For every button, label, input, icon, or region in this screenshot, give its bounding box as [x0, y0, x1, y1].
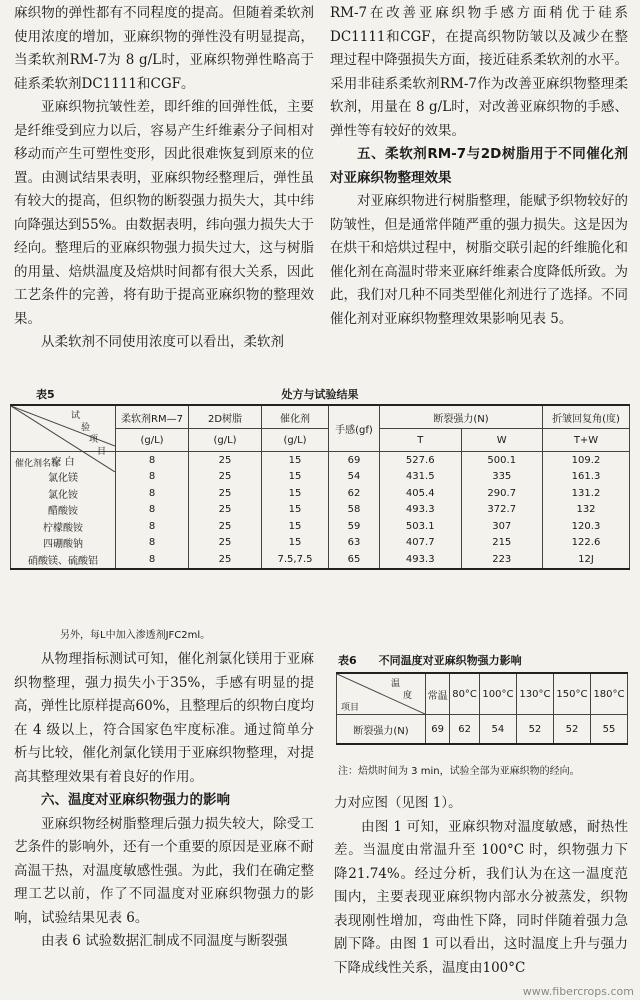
- cell: 122.6: [543, 535, 630, 552]
- cell-catalyst-name: 硝酸镁、硫酸铝: [11, 551, 116, 569]
- header-temp: 130°C: [516, 673, 553, 715]
- diag-label: 项: [89, 435, 99, 445]
- cell: 54: [479, 715, 516, 745]
- table6-note: 注：焙烘时间为 3 min，试验全部为亚麻织物的经向。: [338, 766, 580, 777]
- cell: 15: [262, 502, 329, 519]
- table-row: [11, 518, 630, 535]
- row-label: 断裂强力(N): [337, 715, 426, 745]
- cell: 500.1: [461, 452, 543, 469]
- section-heading: 六、温度对亚麻织物强力的影响: [41, 792, 230, 808]
- table6: [336, 672, 628, 745]
- text-column-bottom-left: [14, 648, 314, 954]
- paragraph: 从柔软剂不同使用浓度可以看出，柔软剂: [41, 334, 284, 350]
- cell-catalyst-name: 氯化铵: [11, 485, 116, 502]
- cell: 62: [450, 715, 480, 745]
- header-handle: 手感(gf): [329, 405, 380, 452]
- cell-catalyst-name: 四硼酸钠: [11, 535, 116, 552]
- cell: 120.3: [543, 518, 630, 535]
- cell: 8: [116, 518, 189, 535]
- header-tw: T+W: [543, 429, 630, 452]
- table5-note: 另外，每L中加入渗透剂JFC2ml。: [60, 630, 211, 641]
- cell: 405.4: [380, 485, 462, 502]
- header-temp: 常温: [426, 673, 450, 715]
- cell: 527.6: [380, 452, 462, 469]
- cell: 431.5: [380, 469, 462, 486]
- cell: 15: [262, 535, 329, 552]
- cell-catalyst-name: 氯化镁: [11, 469, 116, 486]
- paragraph: 亚麻织物抗皱性差，即纤维的回弹性低，主要是纤维受到应力以后，容易产生纤维素分子间相对移动而产生可塑性变形，因此很难恢复到原来的位置。由测试结果表明，亚麻织物经整理后，弹性虽有较大的提高，但织物的断裂强力损失大，其中纬向降强达到55%。由数据表明，纬向强力损失大于经向。整理后的亚麻织物强力损失过大，这与树脂的用量、焙烘温度及焙烘时间都有很大关系，因此工艺条件的完善，将有助于提高亚麻织物的整理效果。: [14, 99, 315, 327]
- cell: 15: [262, 469, 329, 486]
- cell: 503.1: [380, 518, 462, 535]
- paragraph: 由表 6 试验数据汇制成不同温度与断裂强: [41, 933, 288, 949]
- cell: 25: [189, 518, 262, 535]
- paragraph: 亚麻织物经树脂整理后强力损失较大，除受工艺条件的影响外，还有一个重要的原因是亚麻不耐高温干热，对温度敏感性强。为此，我们在确定整理工艺以前，作了不同温度对亚麻织物强力的影响，试验结果见表 6。: [14, 815, 314, 926]
- header-unit: (g/L): [262, 429, 329, 452]
- cell: 335: [461, 469, 543, 486]
- table5-label: 表5: [36, 388, 55, 401]
- cell: 25: [189, 469, 262, 486]
- header-resin: 2D树脂: [189, 405, 262, 429]
- cell: 25: [189, 535, 262, 552]
- header-temp: 180°C: [590, 673, 627, 715]
- cell: 7.5,7.5: [262, 551, 329, 569]
- cell: 8: [116, 502, 189, 519]
- cell: 223: [461, 551, 543, 569]
- table6-diagonal-header: [337, 673, 426, 715]
- cell: 59: [329, 518, 380, 535]
- header-catalyst: 催化剂: [262, 405, 329, 429]
- cell: 15: [262, 485, 329, 502]
- table-row: [11, 535, 630, 552]
- section-heading: 五、柔软剂RM-7与2D树脂用于不同催化剂对亚麻织物整理效果: [330, 146, 628, 186]
- watermark-text: www.fibercrops.com: [522, 985, 634, 998]
- header-w: W: [461, 429, 543, 452]
- diag-label: 验: [81, 423, 91, 433]
- cell: 307: [461, 518, 543, 535]
- diag-label: 目: [97, 447, 107, 457]
- paragraph: RM-7在改善亚麻织物手感方面稍优于硅系DC1111和CGF，在提高织物防皱以及减少在整理过程中降强损失方面，接近硅系柔软剂的水平。采用非硅系柔软剂RM-7作为改善亚麻织物整理柔软剂，用量在 8 g/L时，对改善亚麻织物的手感、弹性等有较好的效果。: [330, 5, 628, 139]
- cell: 69: [329, 452, 380, 469]
- cell: 65: [329, 551, 380, 569]
- cell: 493.3: [380, 502, 462, 519]
- cell: 55: [590, 715, 627, 745]
- cell-catalyst-name: 醋酸铵: [11, 502, 116, 519]
- table5-caption: [10, 384, 630, 404]
- paragraph: 力对应图（见图 1）。: [334, 795, 462, 811]
- cell: 8: [116, 469, 189, 486]
- header-t: T: [380, 429, 462, 452]
- diag-label: 试: [71, 411, 81, 421]
- table-row: [11, 485, 630, 502]
- cell: 8: [116, 535, 189, 552]
- header-unit: (g/L): [189, 429, 262, 452]
- cell: 63: [329, 535, 380, 552]
- header-temp: 100°C: [479, 673, 516, 715]
- cell-catalyst-name: 柠檬酸铵: [11, 518, 116, 535]
- paragraph: 由图 1 可知，亚麻织物对温度敏感，耐热性差。当温度由常温升至 100°C 时，织物强力下降21.74%。经过分析，我们认为在这一温度范围内，主要表现亚麻织物内部水分被蒸发，织物表现刚性增加，弯曲性下降，同时伴随着强力急剧下降。由图 1 可以看出，这时温度上升与强力下降成线性关系，温度由100°C: [334, 818, 628, 976]
- table-row: [11, 551, 630, 569]
- cell: 161.3: [543, 469, 630, 486]
- cell: 62: [329, 485, 380, 502]
- header-break-strength: 断裂强力(N): [380, 405, 543, 429]
- paragraph: 从物理指标测试可知，催化剂氯化镁用于亚麻织物整理，强力损失小于35%，手感有明显的提高，弹性比原样提高60%，且整理后的织物白度均在 4 级以上，符合国家色牢度标准。通过简单分析与比较，催化剂氯化镁用于亚麻织物整理，对提高其整理效果有着良好的作用。: [14, 651, 315, 785]
- cell: 54: [329, 469, 380, 486]
- cell: 132: [543, 502, 630, 519]
- cell: 52: [516, 715, 553, 745]
- cell: 15: [262, 518, 329, 535]
- cell: 52: [553, 715, 590, 745]
- paragraph: 麻织物的弹性都有不同程度的提高。但随着柔软剂使用浓度的增加，亚麻织物的弹性没有明显提高，当柔软剂RM-7为 8 g/L时，亚麻织物弹性略高于硅系柔软剂DC1111和CGF。: [14, 5, 314, 92]
- cell: 25: [189, 485, 262, 502]
- cell: 12J: [543, 551, 630, 569]
- cell: 15: [262, 452, 329, 469]
- cell: 25: [189, 551, 262, 569]
- cell: 25: [189, 452, 262, 469]
- cell: 8: [116, 485, 189, 502]
- header-crease-angle: 折皱回复角(度): [543, 405, 630, 429]
- table5-title: 处方与试验结果: [281, 388, 359, 401]
- cell: 8: [116, 551, 189, 569]
- cell: 8: [116, 452, 189, 469]
- cell-catalyst-name: 空 白: [11, 452, 116, 469]
- table-row: [337, 715, 628, 745]
- cell: 25: [189, 502, 262, 519]
- cell: 372.7: [461, 502, 543, 519]
- cell: 290.7: [461, 485, 543, 502]
- text-column-bottom-right: [334, 792, 628, 980]
- text-column-top-left: [14, 2, 314, 355]
- cell: 69: [426, 715, 450, 745]
- header-softener: 柔软剂RM—7: [116, 405, 189, 429]
- cell: 493.3: [380, 551, 462, 569]
- cell: 58: [329, 502, 380, 519]
- paragraph: 对亚麻织物进行树脂整理，能赋予织物较好的防皱性，但是通常伴随严重的强力损失。这是因为在烘干和焙烘过程中，树脂交联引起的纤维脆化和催化剂在高温时带来亚麻纤维素合度降低所致。为此，我们对几种不同类型催化剂进行了选择。不同催化剂对亚麻织物整理效果影响见表 5。: [330, 193, 628, 327]
- header-temp: 150°C: [553, 673, 590, 715]
- text-column-top-right: [330, 2, 628, 331]
- table5: [10, 404, 630, 570]
- header-unit: (g/L): [116, 429, 189, 452]
- diag-label: 催化剂名称: [15, 459, 61, 469]
- cell: 407.7: [380, 535, 462, 552]
- diag-label: 项目: [341, 703, 360, 713]
- diag-label: 温: [391, 679, 401, 689]
- cell: 109.2: [543, 452, 630, 469]
- diag-label: 度: [403, 691, 413, 701]
- table-row: [11, 502, 630, 519]
- cell: 215: [461, 535, 543, 552]
- header-temp: 80°C: [450, 673, 480, 715]
- table6-caption: 表6 不同温度对亚麻织物强力影响: [338, 654, 522, 667]
- cell: 131.2: [543, 485, 630, 502]
